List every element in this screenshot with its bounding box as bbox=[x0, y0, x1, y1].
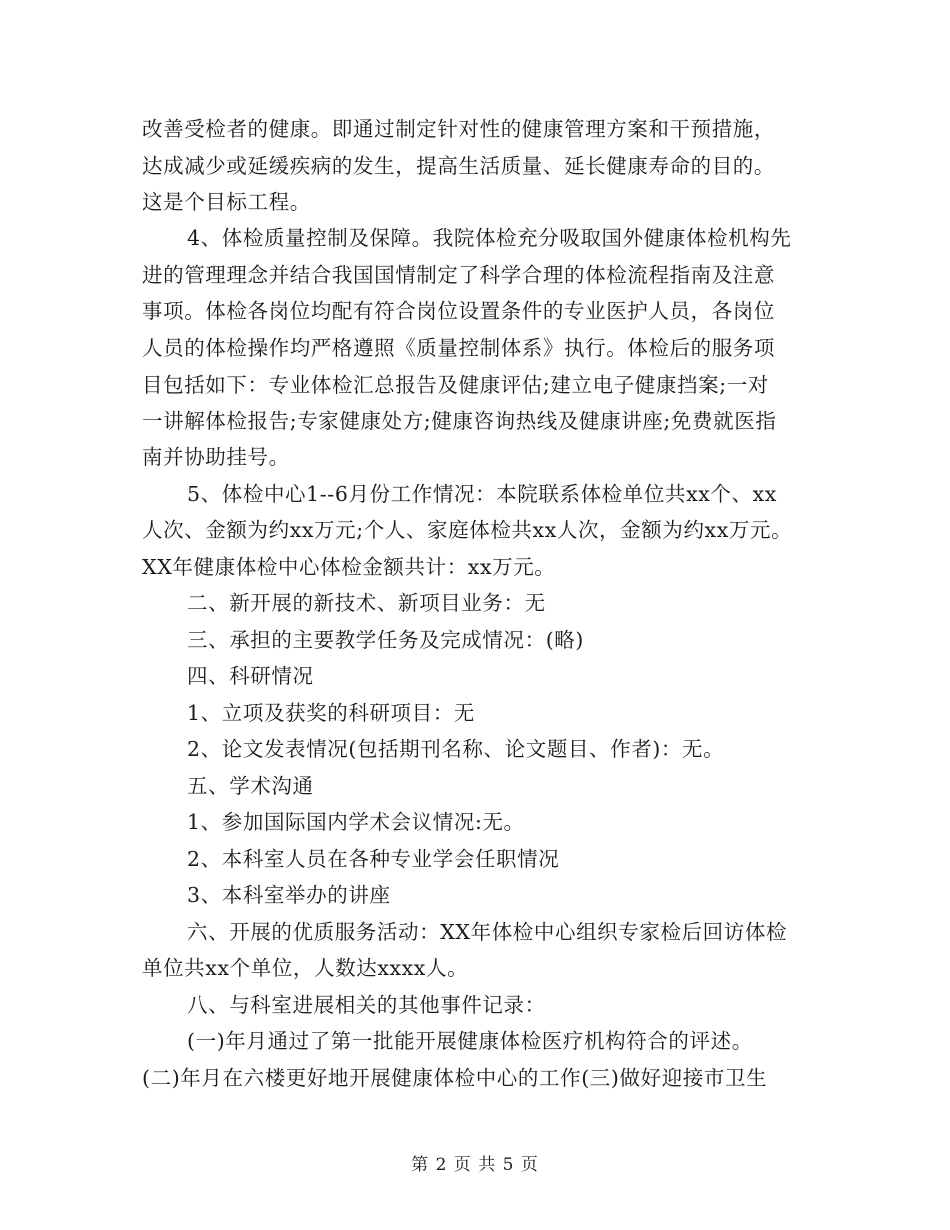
list-item: 1、立项及获奖的科研项目：无 bbox=[187, 701, 475, 725]
list-item: 2、本科室人员在各种专业学会任职情况 bbox=[187, 847, 560, 871]
text-line: 一讲解体检报告;专家健康处方;健康咨询热线及健康讲座;免费就医指 bbox=[142, 409, 777, 433]
list-item: (二)年月在六楼更好地开展健康体检中心的工作(三)做好迎接市卫生 bbox=[142, 1066, 768, 1090]
text-line: 人员的体检操作均严格遵照《质量控制体系》执行。体检后的服务项 bbox=[142, 336, 775, 360]
list-item: 1、参加国际国内学术会议情况:无。 bbox=[187, 810, 525, 834]
paragraph-heading-5: 5、体检中心1--6月份工作情况：本院联系体检单位共xx个、xx bbox=[187, 482, 777, 506]
text-line: 这是个目标工程。 bbox=[142, 190, 311, 214]
text-line: 改善受检者的健康。即通过制定针对性的健康管理方案和干预措施， bbox=[142, 117, 775, 141]
section-heading-6: 六、开展的优质服务活动：XX年体检中心组织专家检后回访体检 bbox=[187, 920, 788, 944]
list-item: 3、本科室举办的讲座 bbox=[187, 883, 391, 907]
section-heading-4: 四、科研情况 bbox=[187, 664, 314, 688]
text-line: XX年健康体检中心体检金额共计：xx万元。 bbox=[142, 555, 556, 579]
list-item: 2、论文发表情况(包括期刊名称、论文题目、作者)：无。 bbox=[187, 737, 725, 761]
text-line: 单位共xx个单位，人数达xxxx人。 bbox=[142, 956, 469, 980]
text-line: 人次、金额为约xx万元;个人、家庭体检共xx人次，金额为约xx万元。 bbox=[142, 518, 793, 542]
section-heading-2: 二、新开展的新技术、新项目业务：无 bbox=[187, 591, 546, 615]
paragraph-heading-4: 4、体检质量控制及保障。我院体检充分吸取国外健康体检机构先 bbox=[187, 226, 792, 250]
text-line: 南并协助挂号。 bbox=[142, 445, 290, 469]
page-number-footer: 第 2 页 共 5 页 bbox=[411, 1155, 539, 1175]
section-heading-5: 五、学术沟通 bbox=[187, 774, 314, 798]
text-line: 目包括如下：专业体检汇总报告及健康评估;建立电子健康挡案;一对 bbox=[142, 373, 769, 397]
section-heading-8: 八、与科室进展相关的其他事件记录： bbox=[187, 993, 546, 1017]
text-line: 达成减少或延缓疾病的发生，提高生活质量、延长健康寿命的目的。 bbox=[142, 154, 775, 178]
list-item: (一)年月通过了第一批能开展健康体检医疗机构符合的评述。 bbox=[187, 1029, 753, 1053]
text-line: 进的管理理念并结合我国国情制定了科学合理的体检流程指南及注意 bbox=[142, 263, 775, 287]
text-line: 事项。体检各岗位均配有符合岗位设置条件的专业医护人员，各岗位 bbox=[142, 299, 775, 323]
section-heading-3: 三、承担的主要教学任务及完成情况：(略) bbox=[187, 628, 584, 652]
